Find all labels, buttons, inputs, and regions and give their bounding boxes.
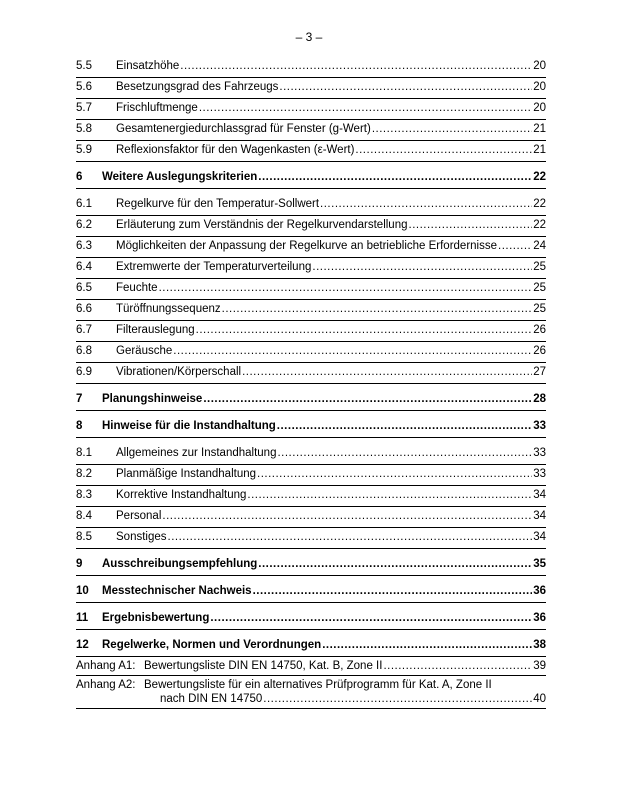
toc-entry-number: 6.8	[76, 345, 92, 357]
toc-leader-dots	[247, 488, 532, 502]
toc-section-entry[interactable]	[76, 258, 546, 279]
toc-entry-title: Möglichkeiten der Anpassung der Regelkurve an betriebliche Erfordernisse	[116, 240, 497, 252]
toc-leader-dots	[210, 611, 532, 625]
toc-entry-page: 24	[533, 240, 546, 252]
toc-entry-page: 34	[533, 489, 546, 501]
toc-entry-page: 25	[533, 303, 546, 315]
toc-entry-title: Hinweise für die Instandhaltung	[102, 420, 276, 432]
toc-entry-number: 5.9	[76, 144, 92, 156]
toc-chapter-entry[interactable]	[76, 417, 546, 438]
toc-leader-dots	[180, 59, 532, 73]
toc-leader-dots	[409, 218, 533, 232]
toc-leader-dots	[322, 638, 532, 652]
toc-entry-page: 21	[533, 144, 546, 156]
toc-leader-dots	[162, 509, 532, 523]
toc-annex-page: 39	[533, 660, 546, 672]
toc-entry-page: 20	[533, 81, 546, 93]
toc-entry-number: 5.6	[76, 81, 92, 93]
toc-leader-dots	[222, 302, 533, 316]
toc-entry-title: Geräusche	[116, 345, 173, 357]
toc-leader-dots	[199, 101, 532, 115]
toc-entry-number: 8.4	[76, 510, 92, 522]
toc-entry-title: Personal	[116, 510, 162, 522]
toc-entry-title: Gesamtenergiedurchlassgrad für Fenster (g-Wert)	[116, 123, 371, 135]
toc-section-entry[interactable]	[76, 528, 546, 549]
toc-entry-title: Regelwerke, Normen und Verordnungen	[102, 639, 322, 651]
toc-annex-label: Anhang A2:	[76, 679, 136, 691]
toc-entry-title: Türöffnungssequenz	[116, 303, 221, 315]
toc-leader-dots	[277, 446, 532, 460]
toc-section-entry[interactable]	[76, 486, 546, 507]
toc-entry-title: Extremwerte der Temperaturverteilung	[116, 261, 312, 273]
toc-leader-dots	[263, 692, 532, 706]
toc-section-entry[interactable]	[76, 342, 546, 363]
toc-entry-number: 8.1	[76, 447, 92, 459]
toc-entry-number: 6.9	[76, 366, 92, 378]
toc-entry-number: 6	[76, 171, 83, 183]
toc-entry-title: Reflexionsfaktor für den Wagenkasten (ε-Wert)	[116, 144, 355, 156]
toc-chapter-entry[interactable]	[76, 168, 546, 189]
toc-entry-number: 5.5	[76, 60, 92, 72]
toc-annex-entry[interactable]	[76, 657, 546, 676]
toc-leader-dots	[320, 197, 532, 211]
toc-entry-title: Erläuterung zum Verständnis der Regelkurvendarstellung	[116, 219, 408, 231]
table-of-contents	[76, 57, 546, 709]
toc-leader-dots	[253, 584, 533, 598]
toc-entry-page: 26	[533, 324, 546, 336]
toc-entry-number: 12	[76, 639, 89, 651]
toc-entry-number: 8.2	[76, 468, 92, 480]
toc-section-entry[interactable]	[76, 57, 546, 78]
toc-annex-title-continued: nach DIN EN 14750	[160, 693, 263, 705]
page-number: – 3 –	[295, 30, 323, 44]
toc-leader-dots	[498, 239, 532, 253]
toc-entry-number: 8.3	[76, 489, 92, 501]
toc-annex-page: 40	[533, 693, 546, 705]
toc-entry-page: 34	[533, 510, 546, 522]
toc-annex-label: Anhang A1:	[76, 660, 136, 672]
toc-annex-entry[interactable]	[76, 676, 546, 709]
toc-entry-number: 8	[76, 420, 83, 432]
toc-entry-page: 20	[533, 60, 546, 72]
toc-section-entry[interactable]	[76, 120, 546, 141]
toc-annex-title: Bewertungsliste für ein alternatives Prüfprogramm für Kat. A, Zone II	[144, 679, 492, 691]
toc-entry-page: 20	[533, 102, 546, 114]
toc-chapter-entry[interactable]	[76, 555, 546, 576]
toc-section-entry[interactable]	[76, 363, 546, 384]
toc-leader-dots	[242, 365, 532, 379]
toc-entry-title: Feuchte	[116, 282, 158, 294]
toc-entry-number: 7	[76, 393, 83, 405]
toc-entry-page: 28	[533, 393, 546, 405]
toc-section-entry[interactable]	[76, 195, 546, 216]
toc-entry-page: 33	[533, 468, 546, 480]
toc-entry-page: 26	[533, 345, 546, 357]
toc-leader-dots	[203, 392, 532, 406]
toc-entry-title: Frischluftmenge	[116, 102, 198, 114]
toc-entry-number: 11	[76, 612, 89, 624]
toc-entry-number: 9	[76, 558, 83, 570]
toc-leader-dots	[258, 557, 532, 571]
toc-entry-title: Besetzungsgrad des Fahrzeugs	[116, 81, 279, 93]
toc-annex-title: Bewertungsliste DIN EN 14750, Kat. B, Zone II	[144, 660, 383, 672]
toc-section-entry[interactable]	[76, 99, 546, 120]
toc-entry-page: 36	[533, 585, 546, 597]
toc-entry-page: 35	[533, 558, 546, 570]
toc-entry-page: 33	[533, 447, 546, 459]
toc-leader-dots	[372, 122, 532, 136]
toc-leader-dots	[258, 170, 532, 184]
toc-entry-page: 33	[533, 420, 546, 432]
toc-entry-title: Ausschreibungsempfehlung	[102, 558, 258, 570]
toc-leader-dots	[173, 344, 532, 358]
toc-entry-page: 25	[533, 261, 546, 273]
toc-entry-title: Regelkurve für den Temperatur-Sollwert	[116, 198, 320, 210]
toc-section-entry[interactable]	[76, 279, 546, 300]
toc-entry-title: Planmäßige Instandhaltung	[116, 468, 257, 480]
toc-entry-number: 6.4	[76, 261, 92, 273]
toc-entry-number: 6.7	[76, 324, 92, 336]
toc-entry-page: 34	[533, 531, 546, 543]
toc-entry-page: 22	[533, 219, 546, 231]
toc-entry-title: Weitere Auslegungskriterien	[102, 171, 258, 183]
toc-entry-title: Vibrationen/Körperschall	[116, 366, 242, 378]
toc-entry-page: 22	[533, 171, 546, 183]
toc-section-entry[interactable]	[76, 78, 546, 99]
toc-leader-dots	[168, 530, 533, 544]
toc-entry-number: 6.3	[76, 240, 92, 252]
toc-leader-dots	[312, 260, 532, 274]
toc-section-entry[interactable]	[76, 465, 546, 486]
toc-leader-dots	[279, 80, 532, 94]
toc-entry-page: 25	[533, 282, 546, 294]
toc-entry-page: 22	[533, 198, 546, 210]
toc-entry-page: 38	[533, 639, 546, 651]
toc-entry-number: 6.1	[76, 198, 92, 210]
toc-section-entry[interactable]	[76, 141, 546, 162]
toc-entry-title: Sonstiges	[116, 531, 167, 543]
toc-entry-title: Planungshinweise	[102, 393, 203, 405]
toc-section-entry[interactable]	[76, 237, 546, 258]
toc-entry-title: Einsatzhöhe	[116, 60, 180, 72]
toc-section-entry[interactable]	[76, 300, 546, 321]
toc-entry-title: Filterauslegung	[116, 324, 195, 336]
toc-chapter-entry[interactable]	[76, 582, 546, 603]
toc-leader-dots	[355, 143, 532, 157]
toc-chapter-entry[interactable]	[76, 609, 546, 630]
toc-leader-dots	[159, 281, 533, 295]
toc-section-entry[interactable]	[76, 507, 546, 528]
toc-entry-number: 5.8	[76, 123, 92, 135]
toc-leader-dots	[257, 467, 532, 481]
toc-section-entry[interactable]	[76, 444, 546, 465]
toc-entry-title: Allgemeines zur Instandhaltung	[116, 447, 277, 459]
toc-leader-dots	[277, 419, 532, 433]
toc-entry-number: 6.6	[76, 303, 92, 315]
toc-entry-number: 8.5	[76, 531, 92, 543]
toc-leader-dots	[383, 659, 532, 673]
toc-entry-page: 27	[533, 366, 546, 378]
toc-entry-number: 6.2	[76, 219, 92, 231]
toc-entry-title: Messtechnischer Nachweis	[102, 585, 252, 597]
toc-entry-page: 36	[533, 612, 546, 624]
toc-chapter-entry[interactable]	[76, 390, 546, 411]
toc-section-entry[interactable]	[76, 216, 546, 237]
toc-entry-number: 6.5	[76, 282, 92, 294]
toc-chapter-entry[interactable]	[76, 636, 546, 657]
toc-entry-number: 5.7	[76, 102, 92, 114]
toc-leader-dots	[196, 323, 533, 337]
toc-entry-title: Korrektive Instandhaltung	[116, 489, 247, 501]
toc-entry-number: 10	[76, 585, 89, 597]
toc-entry-page: 21	[533, 123, 546, 135]
toc-section-entry[interactable]	[76, 321, 546, 342]
toc-entry-title: Ergebnisbewertung	[102, 612, 210, 624]
